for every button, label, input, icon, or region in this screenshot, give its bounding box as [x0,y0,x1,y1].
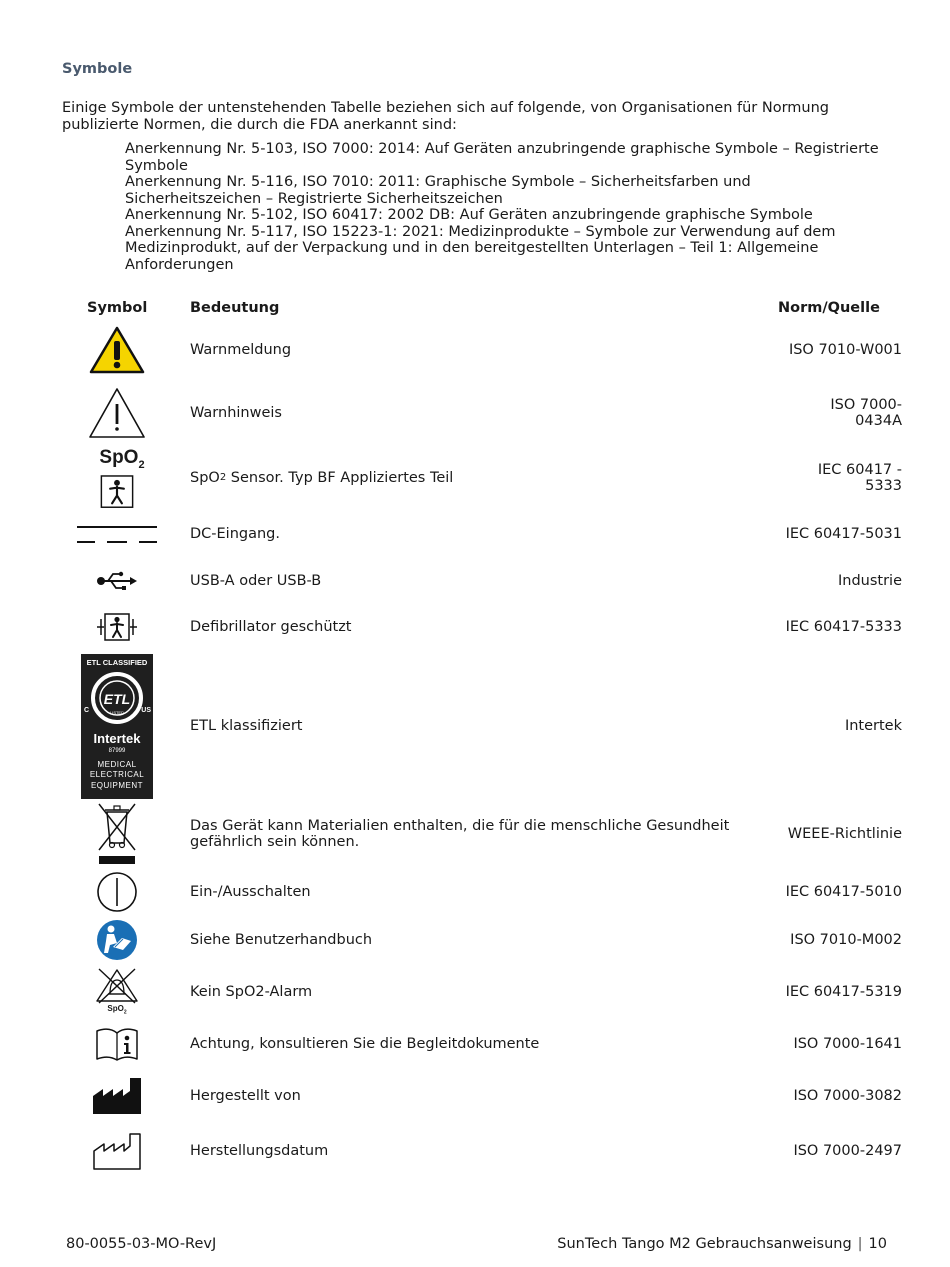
etl-c-text: C [84,706,90,714]
user-manual-icon [76,919,158,961]
table-row [0,564,950,598]
row-norm: ISO 7000-3082 [793,1088,902,1104]
reference-item: Anerkennung Nr. 5-103, ISO 7000: 2014: Auf Geräten anzubringende graphische Symbole – Registrierte Symbole [125,141,879,174]
etl-line: ELECTRICAL [89,770,145,779]
reference-item: Anerkennung Nr. 5-102, ISO 60417: 2002 DB: Auf Geräten anzubringende graphische Symbole [125,207,813,223]
table-row [0,966,950,1018]
etl-us-text: US [141,706,151,714]
meaning-subscript: 2 [219,472,227,483]
footer-title: SunTech Tango M2 Gebrauchsanweisung [557,1236,852,1252]
row-norm: IEC 60417-5031 [785,526,902,542]
etl-badge [81,654,153,799]
row-meaning: USB-A oder USB-B [190,573,322,589]
alarm-off-icon [95,966,139,1004]
table-row [0,610,950,644]
meaning-part: SpO [190,470,220,486]
icon-label-subscript: 2 [138,458,145,471]
footer-doc-id: 80-0055-03-MO-RevJ [66,1236,217,1252]
row-norm: IEC 60417-5010 [785,884,902,900]
etl-listed-text: LISTED [109,709,124,715]
table-row [0,386,950,440]
etl-line: MEDICAL [97,759,137,769]
row-norm: ISO 7010-W001 [788,342,902,358]
etl-mark-text: ETL [103,690,131,707]
table-row [0,919,950,961]
row-norm: ISO 7000-2497 [793,1143,902,1159]
row-norm: WEEE-Richtlinie [787,826,902,842]
footer-separator: | [857,1236,863,1252]
usb-icon [76,564,158,598]
manufacturer-icon [76,1076,158,1116]
bf-body-icon [100,475,134,508]
row-meaning: Warnhinweis [190,405,282,421]
consult-documents-icon [76,1026,158,1062]
section-heading: Symbole [62,61,133,77]
row-norm: Industrie [837,573,902,589]
row-meaning: ETL klassifiziert [190,718,303,734]
row-norm: IEC 60417-5333 [785,619,902,635]
spo2-bf-sensor-icon [76,448,158,508]
etl-badge-top: ETL CLASSIFIED [86,657,148,667]
row-meaning: Ein-/Ausschalten [190,884,311,900]
no-spo2-alarm-icon [76,966,158,1018]
table-row [0,326,950,374]
dc-input-icon [76,514,158,554]
reference-list [125,141,885,273]
column-header-norm: Norm/Quelle [778,300,880,316]
manufacture-date-icon [76,1131,158,1171]
row-norm: IEC 60417-5319 [785,984,902,1000]
intro-paragraph: Einige Symbole der untenstehenden Tabelle beziehen sich auf folgende, von Organisationen für Normung publizierte Normen, die durch die FDA anerkannt sind: [62,100,830,133]
column-header-symbol: Symbol [87,300,148,316]
row-norm: Intertek [844,718,902,734]
table-row [0,803,950,865]
table-row [0,1026,950,1062]
row-meaning: Siehe Benutzerhandbuch [190,932,373,948]
defibrillator-proof-icon [76,610,158,644]
row-meaning: Hergestellt von [190,1088,301,1104]
row-meaning: Kein SpO2-Alarm [190,984,313,1000]
etl-classified-icon [76,653,158,799]
table-row [0,448,950,508]
warning-triangle-outline-icon [76,386,158,440]
weee-bin-icon [76,803,158,865]
table-row [0,1076,950,1116]
table-row [0,1131,950,1171]
icon-label-subscript: 2 [123,1009,127,1016]
row-norm: IEC 60417 - 5333 [817,462,902,494]
row-norm: ISO 7000-1641 [793,1036,902,1052]
row-meaning: DC-Eingang. [190,526,280,542]
table-row [0,514,950,554]
table-row [0,653,950,799]
warning-triangle-yellow-icon [76,326,158,374]
meaning-part: Sensor. Typ BF Appliziertes Teil [226,470,454,486]
footer-right [557,1236,887,1252]
page-number: 10 [868,1236,887,1252]
etl-number: 87999 [108,747,126,754]
row-norm: ISO 7000- 0434A [830,397,902,429]
column-header-meaning: Bedeutung [190,300,280,316]
row-meaning: Das Gerät kann Materialien enthalten, die für die menschliche Gesundheit gefährlich sein können. [190,818,730,850]
intertek-brand: Intertek [93,730,141,746]
reference-item: Anerkennung Nr. 5-116, ISO 7010: 2011: Graphische Symbole – Sicherheitsfarben und Sicherheitszeichen – Registrierte Sicherheitszeichen [125,174,751,207]
icon-label: SpO [107,1004,124,1014]
power-on-off-icon [76,871,158,913]
icon-label: SpO [99,447,139,468]
row-norm: ISO 7010-M002 [790,932,902,948]
row-meaning: Herstellungsdatum [190,1143,329,1159]
row-meaning: Defibrillator geschützt [190,619,352,635]
table-row [0,871,950,913]
reference-item: Anerkennung Nr. 5-117, ISO 15223-1: 2021: Medizinprodukte – Symbole zur Verwendung auf dem Medizinprodukt, auf der Verpackung und in den bereitgestellten Unterlagen – Teil 1: Allgemeine Anforderungen [125,223,836,273]
row-meaning [190,448,760,508]
row-meaning: Achtung, konsultieren Sie die Begleitdokumente [190,1036,540,1052]
etl-line: EQUIPMENT [90,780,144,790]
row-meaning: Warnmeldung [190,342,292,358]
